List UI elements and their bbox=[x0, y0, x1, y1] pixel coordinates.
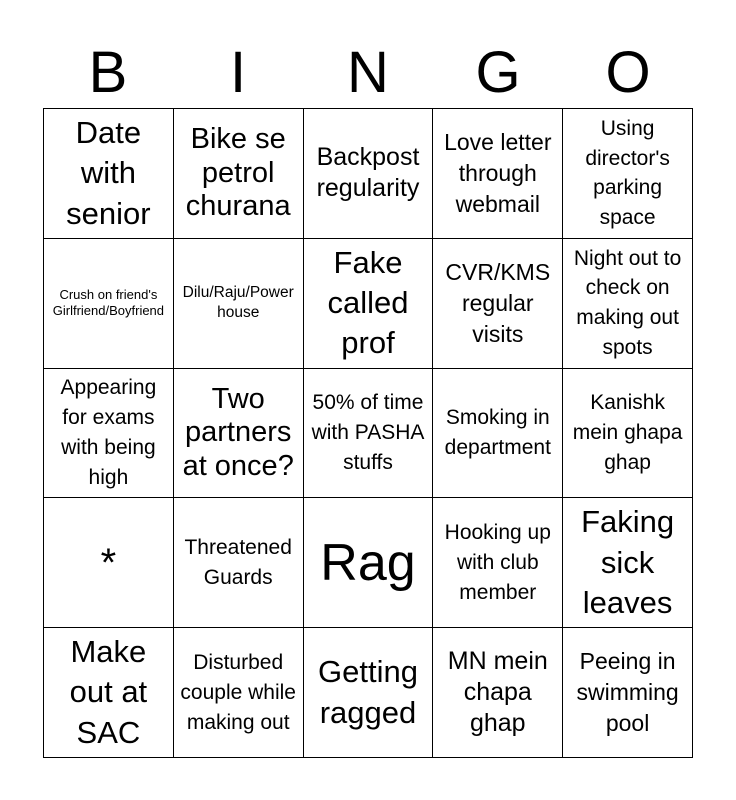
cell-text: Bike se petrol churana bbox=[185, 123, 291, 223]
cell-text: Disturbed couple while making out bbox=[180, 650, 296, 734]
bingo-cell[interactable] bbox=[304, 239, 434, 369]
bingo-cell[interactable] bbox=[433, 109, 563, 239]
cell-text: Peeing in swimming pool bbox=[576, 648, 679, 737]
bingo-cell[interactable] bbox=[433, 239, 563, 369]
cell-text: Night out to check on making out spots bbox=[573, 246, 682, 359]
bingo-cell[interactable] bbox=[304, 109, 434, 239]
cell-text: Hooking up with club member bbox=[444, 521, 551, 604]
bingo-cell[interactable] bbox=[174, 498, 304, 628]
bingo-cell[interactable] bbox=[174, 109, 304, 239]
cell-text: Two partners at once? bbox=[182, 382, 294, 482]
cell-text: Using director's parking space bbox=[585, 116, 670, 230]
bingo-cell[interactable] bbox=[433, 498, 563, 628]
cell-text: Make out at SAC bbox=[69, 634, 148, 750]
bingo-cell[interactable] bbox=[44, 109, 174, 239]
bingo-cell[interactable] bbox=[304, 369, 434, 499]
cell-text: Threatened Guards bbox=[184, 535, 292, 589]
cell-text: Smoking in department bbox=[444, 406, 551, 459]
header-letter-i: I bbox=[229, 40, 247, 105]
cell-text: Dilu/Raju/Power house bbox=[182, 284, 294, 322]
header-letter-o: O bbox=[605, 40, 651, 105]
cell-text: Faking sick leaves bbox=[581, 504, 675, 620]
cell-text: 50% of time with PASHA stuffs bbox=[311, 391, 425, 474]
cell-text: * bbox=[100, 540, 117, 585]
cell-text: Appearing for exams with being high bbox=[60, 376, 157, 489]
cell-text: Kanishk mein ghapa ghap bbox=[572, 391, 683, 474]
cell-text: Date with senior bbox=[66, 114, 151, 231]
cell-text: MN mein chapa ghap bbox=[447, 646, 548, 738]
header-letter-g: G bbox=[475, 40, 521, 105]
cell-text: Getting ragged bbox=[318, 654, 418, 730]
cell-text: Fake called prof bbox=[327, 244, 409, 361]
cell-text: Backpost regularity bbox=[316, 143, 420, 203]
bingo-header bbox=[43, 38, 693, 108]
bingo-cell[interactable] bbox=[44, 239, 174, 369]
bingo-cell[interactable] bbox=[174, 369, 304, 499]
bingo-cell[interactable] bbox=[563, 109, 693, 239]
bingo-cell[interactable] bbox=[304, 628, 434, 758]
bingo-cell[interactable] bbox=[433, 628, 563, 758]
bingo-cell[interactable] bbox=[174, 239, 304, 369]
header-letter-b: B bbox=[88, 40, 128, 105]
bingo-cell-free[interactable] bbox=[44, 498, 174, 628]
bingo-cell[interactable] bbox=[563, 239, 693, 369]
cell-text: Rag bbox=[320, 533, 416, 592]
cell-text: Crush on friend's Girlfriend/Boyfriend bbox=[52, 286, 165, 319]
cell-text: CVR/KMS regular visits bbox=[445, 258, 551, 347]
bingo-cell[interactable] bbox=[44, 369, 174, 499]
bingo-cell[interactable] bbox=[304, 498, 434, 628]
header-letter-n: N bbox=[347, 40, 389, 105]
bingo-grid bbox=[43, 108, 693, 758]
bingo-cell[interactable] bbox=[563, 369, 693, 499]
bingo-cell[interactable] bbox=[433, 369, 563, 499]
bingo-cell[interactable] bbox=[563, 628, 693, 758]
bingo-cell[interactable] bbox=[174, 628, 304, 758]
bingo-cell[interactable] bbox=[44, 628, 174, 758]
cell-text: Love letter through webmail bbox=[444, 128, 552, 217]
bingo-cell[interactable] bbox=[563, 498, 693, 628]
